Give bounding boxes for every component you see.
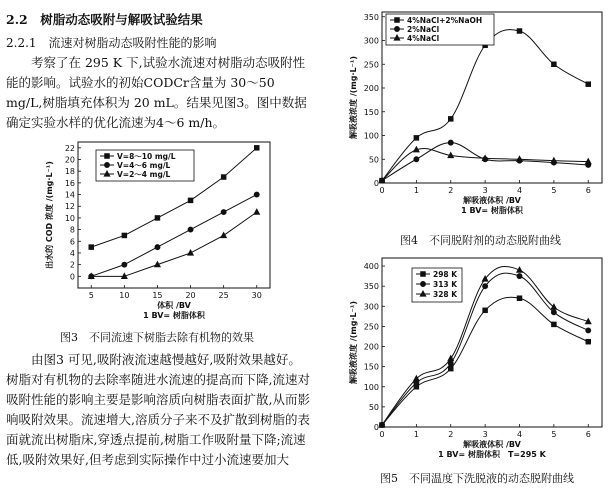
data-point	[517, 29, 522, 34]
right-column	[318, 0, 616, 503]
y-tick-label: 300	[363, 302, 379, 312]
x-tick-label: 4	[516, 186, 523, 195]
x-axis-title: 体积 /BV	[157, 301, 191, 310]
x-axis-note: 1 BV= 树脂体积 T=295 K	[438, 450, 546, 459]
y-tick-label: 50	[368, 155, 379, 165]
y-tick-label: 150	[363, 362, 379, 372]
legend-label: 4%NaCl	[407, 34, 440, 43]
figure-4-caption: 图4 不同脱附剂的动态脱附曲线	[400, 234, 561, 247]
y-tick-label: 250	[363, 60, 379, 70]
data-point	[254, 209, 260, 214]
y-tick-label: 16	[64, 178, 75, 188]
x-tick-label: 30	[251, 291, 262, 300]
legend-marker	[105, 154, 110, 159]
figure-5-chart	[348, 254, 610, 462]
y-tick-label: 200	[363, 342, 379, 352]
y-tick-label: 100	[363, 131, 379, 141]
data-point	[414, 136, 419, 141]
data-point	[188, 250, 194, 255]
x-tick-label: 6	[585, 430, 591, 439]
data-point	[254, 192, 259, 197]
data-point	[89, 245, 94, 250]
data-point	[254, 146, 259, 151]
figure-3-chart	[40, 138, 310, 328]
x-axis-title: 解吸液体积 /BV	[463, 440, 521, 449]
paragraph-intro: 考察了在 295 K 下,试验水流速对树脂动态吸附性能的影响。试验水的初始CODCr含量为 30～50 mg/L,树脂填充体积为 20 mL。结果见图3。图中数据确定实验水样的优化流速为4～6 m/h。	[6, 55, 307, 130]
y-tick-label: 14	[64, 190, 75, 200]
y-tick-label: 250	[363, 322, 379, 332]
data-point	[448, 366, 453, 371]
legend-label: 328 K	[433, 290, 458, 299]
y-tick-label: 22	[64, 143, 75, 153]
figure-5-caption: 图5 不同温度下洗脱液的动态脱附曲线	[380, 472, 574, 485]
figure-3-caption: 图3 不同流速下树脂去除有机物的效果	[60, 331, 254, 344]
x-tick-label: 5	[551, 430, 557, 439]
y-tick-label: 100	[363, 382, 379, 392]
legend-label: V=2～4 mg/L	[117, 170, 171, 179]
data-point	[517, 296, 522, 301]
data-point	[448, 140, 453, 145]
x-tick-label: 25	[218, 291, 229, 300]
data-point	[586, 82, 591, 87]
paragraph-discussion: 由图3 可见,吸附液流速越慢越好,吸附效果越好。树脂对有机物的去除率随进水流速的提高而下降,流速对吸附性能的影响主要是影响溶质向树脂表面扩散,从而影响吸附效果。流速增大,溶质分子来不及扩散到树脂的表面就流出树脂床,穿透点提前,树脂工作吸附量下降;流速低,吸附效果好,但考虑到实际操作中过小流速要加大	[6, 352, 310, 467]
data-point	[122, 233, 127, 238]
legend-marker	[421, 272, 426, 277]
data-point	[586, 339, 591, 344]
data-point	[483, 308, 488, 313]
y-tick-label: 0	[373, 423, 379, 432]
data-point	[552, 62, 557, 67]
x-tick-label: 1	[413, 186, 419, 195]
y-tick-label: 10	[64, 213, 75, 223]
data-point	[221, 232, 227, 237]
data-point	[188, 227, 193, 232]
y-axis-title: 解吸液浓度 /(mg·L⁻¹)	[349, 301, 358, 384]
data-point	[552, 322, 557, 327]
y-tick-label: 18	[64, 167, 75, 177]
y-tick-label: 350	[363, 282, 379, 292]
legend-label: 298 K	[433, 270, 458, 279]
data-point	[586, 328, 591, 333]
y-tick-label: 2	[69, 260, 75, 270]
data-point	[414, 157, 419, 162]
legend-label: V=8～10 mg/L	[117, 152, 176, 161]
y-axis-title: 解吸液浓度 /(mg·L⁻¹)	[349, 56, 358, 139]
y-tick-label: 50	[368, 402, 379, 412]
y-tick-label: 8	[69, 225, 75, 235]
data-point	[551, 310, 556, 315]
x-axis-note: 1 BV= 树脂体积	[143, 311, 205, 320]
y-tick-label: 350	[363, 12, 379, 22]
y-axis-title: 出水的 COD 浓度 /(mg·L⁻¹)	[45, 161, 54, 269]
x-tick-label: 5	[88, 291, 94, 300]
figure-4-chart	[348, 8, 610, 220]
x-tick-label: 0	[379, 186, 385, 195]
y-tick-label: 400	[363, 262, 379, 272]
section-heading: 2.2 树脂动态吸附与解吸试验结果	[6, 12, 203, 27]
data-point	[517, 274, 522, 279]
y-tick-label: 200	[363, 84, 379, 93]
y-tick-label: 300	[363, 36, 379, 46]
x-tick-label: 0	[379, 430, 385, 439]
legend-label: 313 K	[433, 280, 458, 289]
data-point	[155, 216, 160, 221]
y-tick-label: 12	[64, 202, 75, 212]
series-line	[91, 212, 257, 276]
legend-marker	[421, 282, 426, 287]
y-tick-label: 150	[363, 107, 379, 117]
legend-marker	[395, 18, 400, 23]
x-tick-label: 3	[482, 430, 488, 439]
x-tick-label: 5	[551, 186, 557, 195]
subsection-heading: 2.2.1 流速对树脂动态吸附性能的影响	[6, 36, 217, 50]
series-line	[91, 195, 257, 277]
x-tick-label: 6	[585, 186, 591, 195]
data-point	[448, 117, 453, 122]
y-tick-label: 4	[69, 248, 75, 258]
data-point	[483, 284, 488, 289]
data-point	[221, 210, 226, 215]
y-tick-label: 0	[373, 179, 379, 188]
x-tick-label: 15	[152, 291, 163, 300]
series-line	[382, 148, 588, 180]
series-line	[382, 297, 588, 425]
x-axis-title: 解吸液体积 /BV	[463, 196, 521, 205]
legend-marker	[395, 27, 400, 32]
x-tick-label: 2	[448, 186, 454, 195]
x-tick-label: 10	[119, 291, 130, 300]
x-tick-label: 2	[448, 430, 454, 439]
data-point	[188, 198, 193, 203]
legend-marker	[105, 163, 110, 168]
data-point	[122, 262, 127, 267]
x-tick-label: 1	[413, 430, 419, 439]
x-tick-label: 4	[516, 430, 523, 439]
legend-label: V=4～6 mg/L	[117, 161, 171, 170]
y-tick-label: 20	[64, 155, 75, 165]
x-axis-note: 1 BV= 树脂体积	[461, 206, 523, 215]
y-tick-label: 0	[69, 272, 75, 282]
x-tick-label: 20	[185, 291, 196, 300]
data-point	[221, 175, 226, 180]
legend-label: 4%NaCl+2%NaOH	[407, 16, 483, 25]
legend-label: 2%NaCl	[407, 25, 440, 34]
data-point	[155, 245, 160, 250]
x-tick-label: 3	[482, 186, 488, 195]
y-tick-label: 6	[69, 237, 75, 247]
